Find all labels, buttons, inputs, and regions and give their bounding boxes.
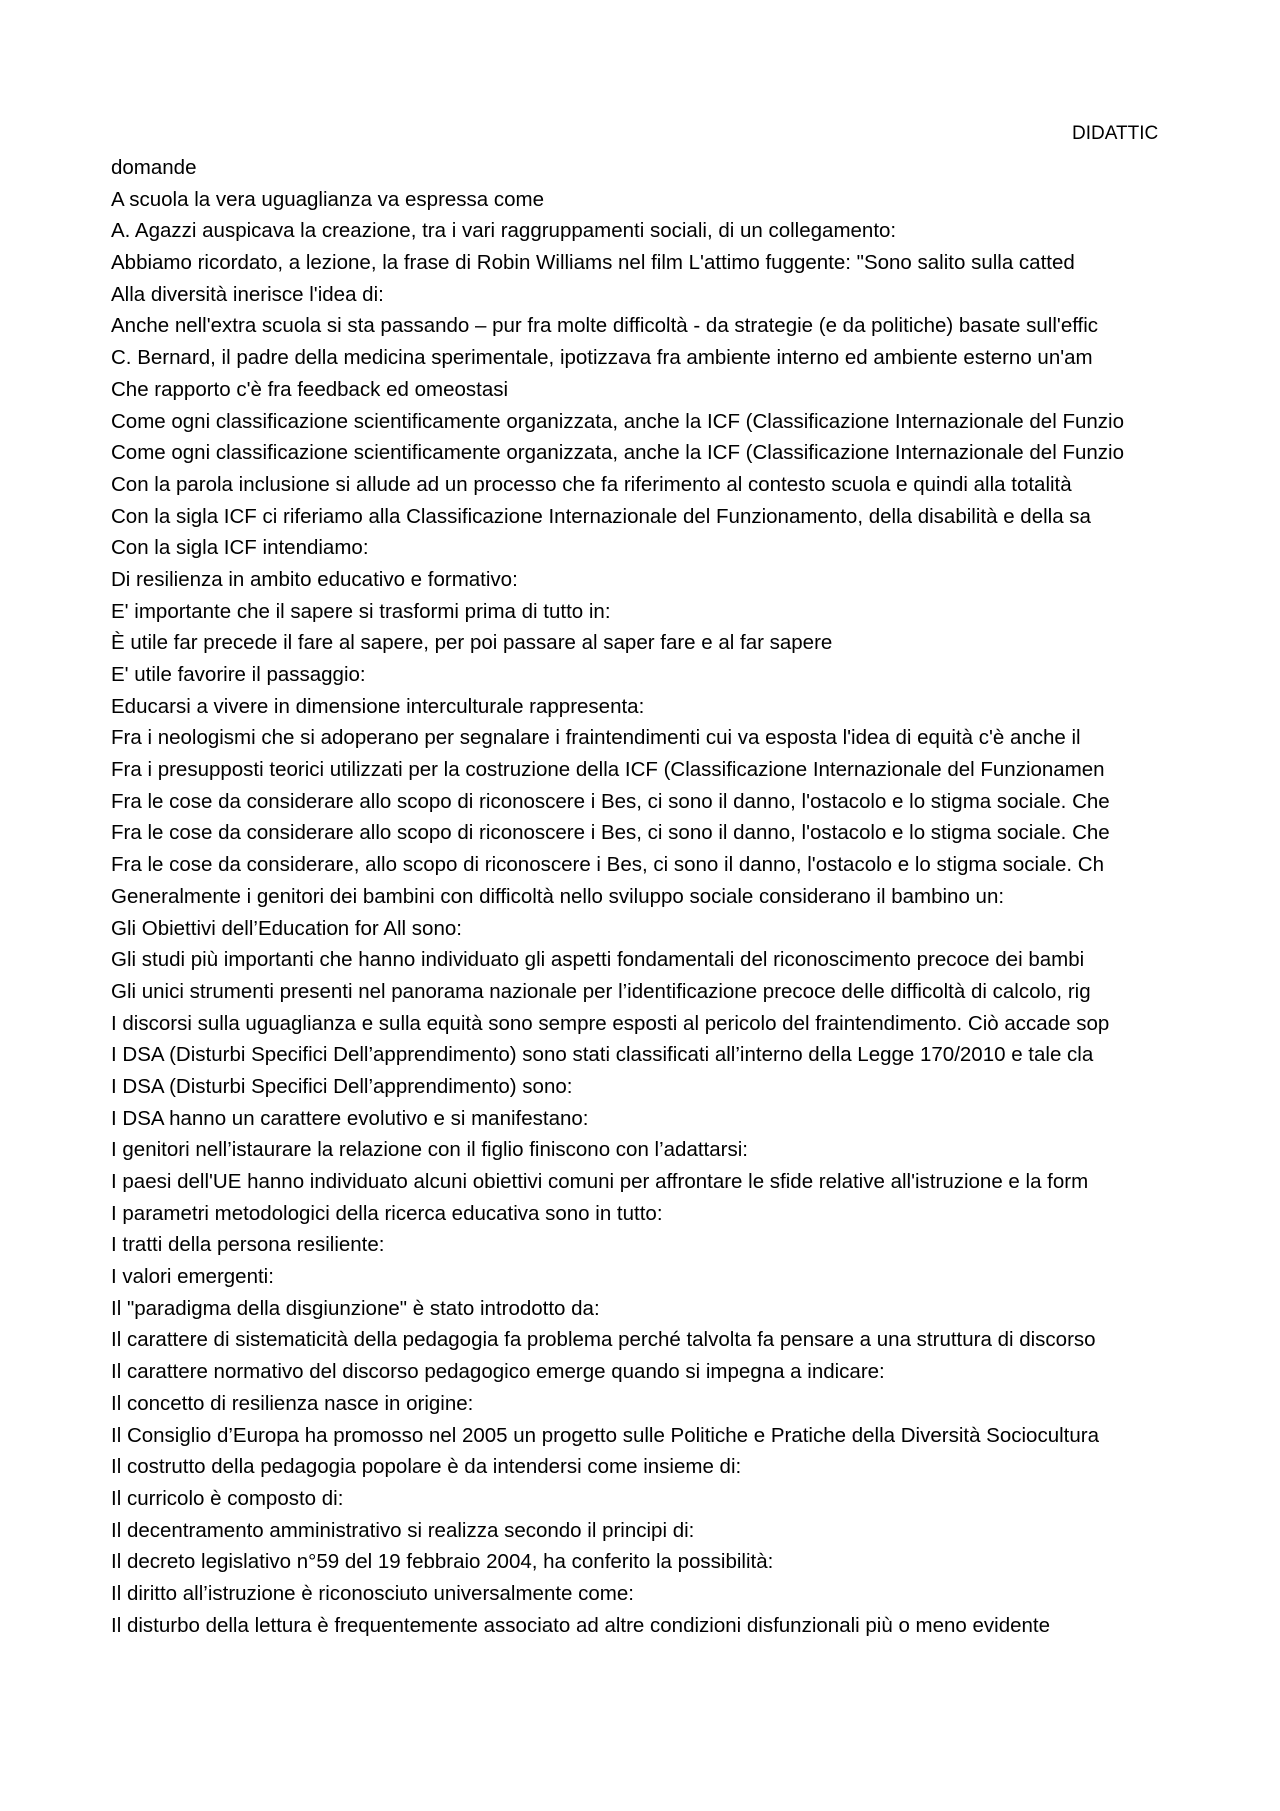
question-line: Il "paradigma della disgiunzione" è stato introdotto da: — [111, 1296, 600, 1320]
question-line: I DSA (Disturbi Specifici Dell’apprendimento) sono: — [111, 1074, 573, 1098]
question-line: Il diritto all’istruzione è riconosciuto universalmente come: — [111, 1581, 634, 1605]
question-line: Il decentramento amministrativo si realizza secondo il principi di: — [111, 1518, 695, 1542]
question-line: I tratti della persona resiliente: — [111, 1233, 385, 1257]
question-line: A scuola la vera uguaglianza va espressa come — [111, 187, 545, 211]
question-line: A. Agazzi auspicava la creazione, tra i vari raggruppamenti sociali, di un collegamento: — [111, 219, 897, 243]
question-line: Di resilienza in ambito educativo e formativo: — [111, 567, 518, 591]
question-line: Anche nell'extra scuola si sta passando – pur fra molte difficoltà - da strategie (e da politiche) basate sull'effic — [111, 314, 1099, 338]
question-line: Fra i presupposti teorici utilizzati per la costruzione della ICF (Classificazione Internazionale del Funzionamen — [111, 758, 1105, 782]
question-line: Fra le cose da considerare, allo scopo di riconoscere i Bes, ci sono il danno, l'ostacolo e lo stigma sociale. Ch — [111, 853, 1104, 877]
question-line: Il costrutto della pedagogia popolare è da intendersi come insieme di: — [111, 1455, 742, 1479]
question-line: Gli Obiettivi dell’Education for All sono: — [111, 916, 462, 940]
question-line: Il Consiglio d’Europa ha promosso nel 2005 un progetto sulle Politiche e Pratiche della Diversità Sociocultura — [111, 1423, 1099, 1447]
question-line: C. Bernard, il padre della medicina sperimentale, ipotizzava fra ambiente interno ed ambiente esterno un'am — [111, 346, 1093, 370]
question-line: I DSA hanno un carattere evolutivo e si manifestano: — [111, 1106, 589, 1130]
question-list — [111, 152, 1164, 1641]
question-line: Abbiamo ricordato, a lezione, la frase di Robin Williams nel film L'attimo fuggente: "Sono salito sulla catted — [111, 251, 1075, 275]
question-line: Educarsi a vivere in dimensione interculturale rappresenta: — [111, 694, 645, 718]
question-line: Con la parola inclusione si allude ad un processo che fa riferimento al contesto scuola e quindi alla totalità — [111, 472, 1072, 496]
question-line: Generalmente i genitori dei bambini con difficoltà nello sviluppo sociale considerano il bambino un: — [111, 884, 1005, 908]
question-line: E' importante che il sapere si trasformi prima di tutto in: — [111, 599, 611, 623]
question-line: Il carattere normativo del discorso pedagogico emerge quando si impegna a indicare: — [111, 1360, 885, 1384]
question-line: Il curricolo è composto di: — [111, 1486, 344, 1510]
question-line: Il concetto di resilienza nasce in origine: — [111, 1391, 474, 1415]
question-line: domande — [111, 156, 197, 179]
question-line: E' utile favorire il passaggio: — [111, 663, 366, 686]
question-line: I genitori nell’istaurare la relazione con il figlio finiscono con l’adattarsi: — [111, 1138, 748, 1162]
question-line: Fra le cose da considerare allo scopo di riconoscere i Bes, ci sono il danno, l'ostacolo e lo stigma sociale. Che — [111, 821, 1110, 845]
question-line: Con la sigla ICF intendiamo: — [111, 536, 369, 560]
question-line: I DSA (Disturbi Specifici Dell’apprendimento) sono stati classificati all’interno della Legge 170/2010 e tale cla — [111, 1043, 1094, 1067]
question-line: Il carattere di sistematicità della pedagogia fa problema perché talvolta fa pensare a una struttura di discorso — [111, 1328, 1096, 1352]
question-line: È utile far precede il fare al sapere, per poi passare al saper fare e al far sapere — [111, 631, 833, 655]
question-line: Fra le cose da considerare allo scopo di riconoscere i Bes, ci sono il danno, l'ostacolo e lo stigma sociale. Che — [111, 789, 1110, 813]
question-line: Che rapporto c'è fra feedback ed omeostasi — [111, 377, 509, 401]
question-line: I paesi dell'UE hanno individuato alcuni obiettivi comuni per affrontare le sfide relative all'istruzione e la form — [111, 1170, 1089, 1193]
page-header-label: DIDATTIC — [1072, 123, 1159, 144]
question-line: Fra i neologismi che si adoperano per segnalare i fraintendimenti cui va esposta l'idea di equità c'è anche il — [111, 726, 1081, 750]
question-line: Come ogni classificazione scientificamente organizzata, anche la ICF (Classificazione Internazionale del Funzio — [111, 441, 1124, 465]
question-line: Alla diversità inerisce l'idea di: — [111, 282, 384, 306]
question-line: Il decreto legislativo n°59 del 19 febbraio 2004, ha conferito la possibilità: — [111, 1550, 774, 1574]
question-line: Il disturbo della lettura è frequentemente associato ad altre condizioni disfunzionali più o meno evidente — [111, 1613, 1051, 1637]
question-line: Gli studi più importanti che hanno individuato gli aspetti fondamentali del riconoscimento precoce dei bambi — [111, 948, 1085, 972]
question-line: I valori emergenti: — [111, 1265, 274, 1289]
question-line: Come ogni classificazione scientificamente organizzata, anche la ICF (Classificazione Internazionale del Funzio — [111, 409, 1124, 433]
question-line: Gli unici strumenti presenti nel panorama nazionale per l’identificazione precoce delle difficoltà di calcolo, rig — [111, 979, 1091, 1003]
question-line: I discorsi sulla uguaglianza e sulla equità sono sempre esposti al pericolo del fraintendimento. Ciò accade sop — [111, 1011, 1110, 1035]
question-line: Con la sigla ICF ci riferiamo alla Classificazione Internazionale del Funzionamento, della disabilità e della sa — [111, 504, 1091, 528]
question-line: I parametri metodologici della ricerca educativa sono in tutto: — [111, 1201, 663, 1225]
